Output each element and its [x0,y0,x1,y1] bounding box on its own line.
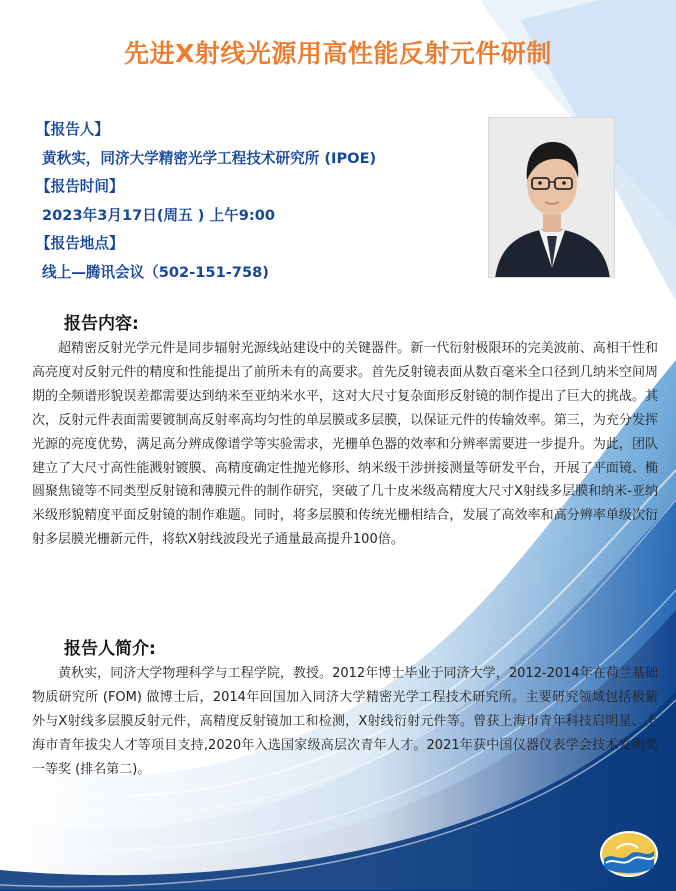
speaker-portrait-icon [489,118,615,278]
location-label: 【报告地点】 [36,235,124,253]
time-value: 2023年3月17日(周五 ) 上午9:00 [42,206,276,224]
speaker-bio-text: 黄秋实，同济大学物理科学与工程学院，教授。2012年博士毕业于同济大学，2012-2014年在荷兰基础物质研究所 (FOM) 做博士后，2014年回国加入同济大学精密光学工程技术研究所。主要研究领域包括极紫外与X射线多层膜反射元件，高精度反射镜加工和检测，X射线衍射元件等。曾获上海市青年科技启明星、上海市青年拔尖人才等项目支持,2020年入选国家级高层次青年人才。2021年获中国仪器仪表学会技术发明奖一等奖 (排名第二)。 [32,666,658,777]
report-content-text: 超精密反射光学元件是同步辐射光源线站建设中的关键器件。新一代衍射极限环的完美波前、高相干性和高亮度对反射元件的精度和性能提出了前所未有的高要求。首先反射镜表面从数百毫米全口径到几纳米空间周期的全频谱形貌误差都需要达到纳米至亚纳米水平，这对大尺寸复杂面形反射镜的制作提出了巨大的挑战。其次，反射元件表面需要镀制高反射率高均匀性的单层膜或多层膜，以保证元件的传输效率。第三，为充分发挥光源的亮度优势，满足高分辨成像谱学等实验需求，光栅单色器的效率和分辨率需要进一步提升。为此，团队建立了大尺寸高性能溅射镀膜、高精度确定性抛光修形、纳米级干涉拼接测量等研发平台，开展了平面镜、椭圆聚焦镜等不同类型反射镜和薄膜元件的制作研究，突破了几十皮米级高精度大尺寸X射线多层膜和纳米-亚纳米级形貌精度平面反射镜的制作难题。同时，将多层膜和传统光栅相结合，发展了高效率和高分辨率单级次衍射多层膜光栅新元件，将软X射线波段光子通量最高提升100倍。 [32,341,658,548]
speaker-label: 【报告人】 [36,121,109,138]
location-value: 线上—腾讯会议（502-151-758) [42,263,269,281]
report-content-heading: 报告内容: [64,314,139,334]
report-info [36,116,476,288]
speaker-photo [488,117,615,278]
speaker-bio-heading: 报告人简介: [64,639,156,659]
page-title: 先进X射线光源用高性能反射元件研制 [124,39,552,68]
speaker-name: 黄秋实，同济大学精密光学工程技术研究所 (IPOE) [42,149,377,167]
wave-emblem-logo-icon [598,829,660,879]
time-label: 【报告时间】 [36,178,124,196]
